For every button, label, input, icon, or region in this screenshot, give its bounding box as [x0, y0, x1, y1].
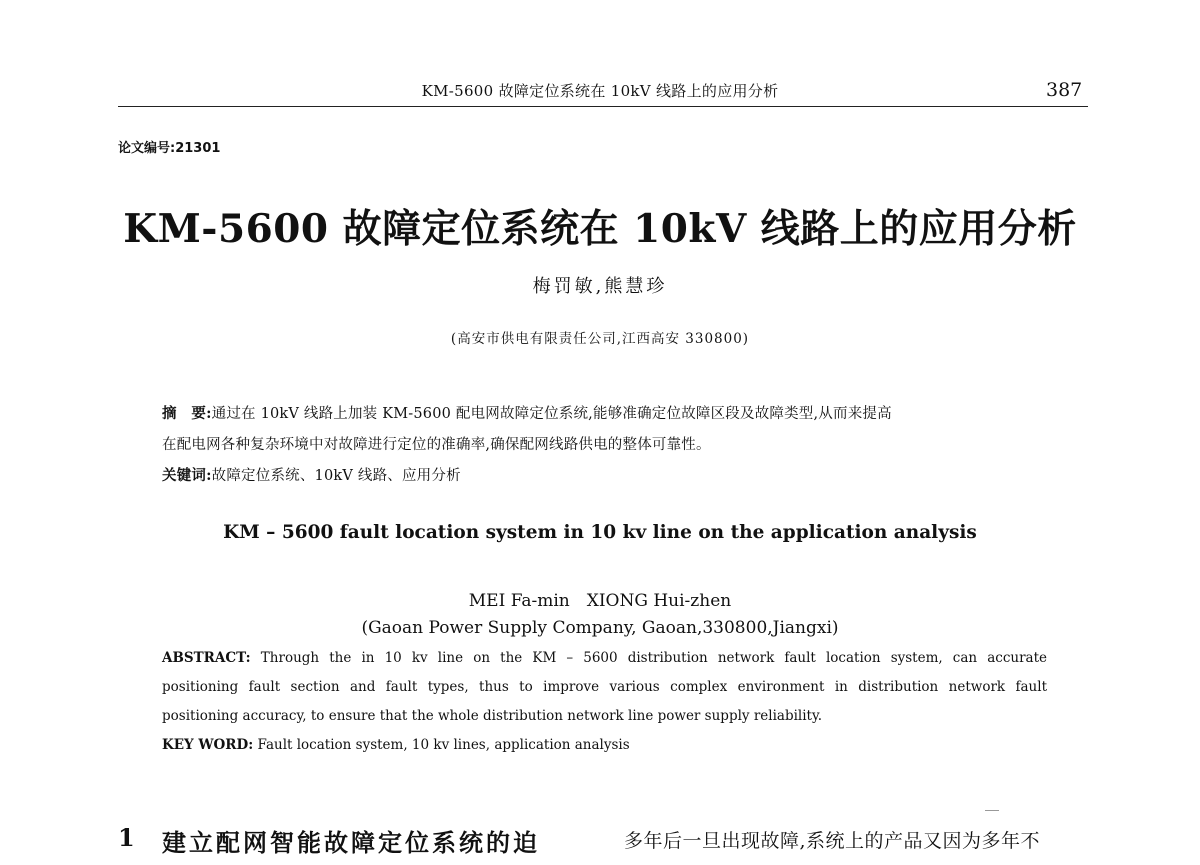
en-abstract-text-1: Through the in 10 kv line on the KM – 5600 distribution network fault location system, can accurate: [260, 650, 1047, 666]
section-title: 建立配网智能故障定位系统的迫: [162, 829, 540, 857]
english-authors: MEI Fa-min XIONG Hui-zhen: [468, 591, 732, 611]
paper-title: KM-5600 故障定位系统在 10kV 线路上的应用分析: [123, 206, 1077, 252]
cn-keywords: [162, 464, 461, 485]
page-number: 387: [1046, 79, 1083, 101]
running-head-title: KM-5600 故障定位系统在 10kV 线路上的应用分析: [421, 82, 779, 100]
en-keywords: [162, 737, 1047, 753]
english-title: KM – 5600 fault location system in 10 kv line on the application analysis: [223, 522, 977, 543]
header-rule: [118, 106, 1088, 107]
en-keywords-label: KEY WORD:: [162, 737, 254, 753]
cn-abstract-label: 摘 要:: [162, 405, 212, 422]
en-abstract-line-1: [162, 650, 1047, 666]
en-abstract-line-3: positioning accuracy, to ensure that the whole distribution network line power supply reliability.: [162, 708, 823, 724]
section-number: 1: [118, 823, 135, 852]
cn-abstract-line-1: [162, 402, 892, 423]
en-abstract-label: ABSTRACT:: [162, 650, 251, 666]
en-keywords-text: Fault location system, 10 kv lines, application analysis: [257, 737, 630, 753]
column-mark: [985, 810, 999, 811]
cn-abstract-text-1: 通过在 10kV 线路上加装 KM-5600 配电网故障定位系统,能够准确定位故障区段及故障类型,从而来提高: [211, 406, 892, 422]
english-affiliation: (Gaoan Power Supply Company, Gaoan,330800,Jiangxi): [361, 618, 839, 638]
cn-keywords-label: 关键词:: [162, 467, 212, 484]
body-text: 多年后一旦出现故障,系统上的产品又因为多年不: [624, 830, 1041, 852]
authors: 梅罚敏,熊慧珍: [532, 276, 668, 297]
en-abstract-line-2: positioning fault section and fault types, thus to improve various complex environment in distribution network fault: [162, 679, 1047, 695]
cn-keywords-text: 故障定位系统、10kV 线路、应用分析: [211, 468, 461, 484]
paper-number: 论文编号:21301: [118, 141, 221, 156]
affiliation: (高安市供电有限责任公司,江西高安 330800): [450, 331, 750, 347]
cn-abstract-line-2: 在配电网各种复杂环境中对故障进行定位的准确率,确保配网线路供电的整体可靠性。: [162, 437, 711, 453]
